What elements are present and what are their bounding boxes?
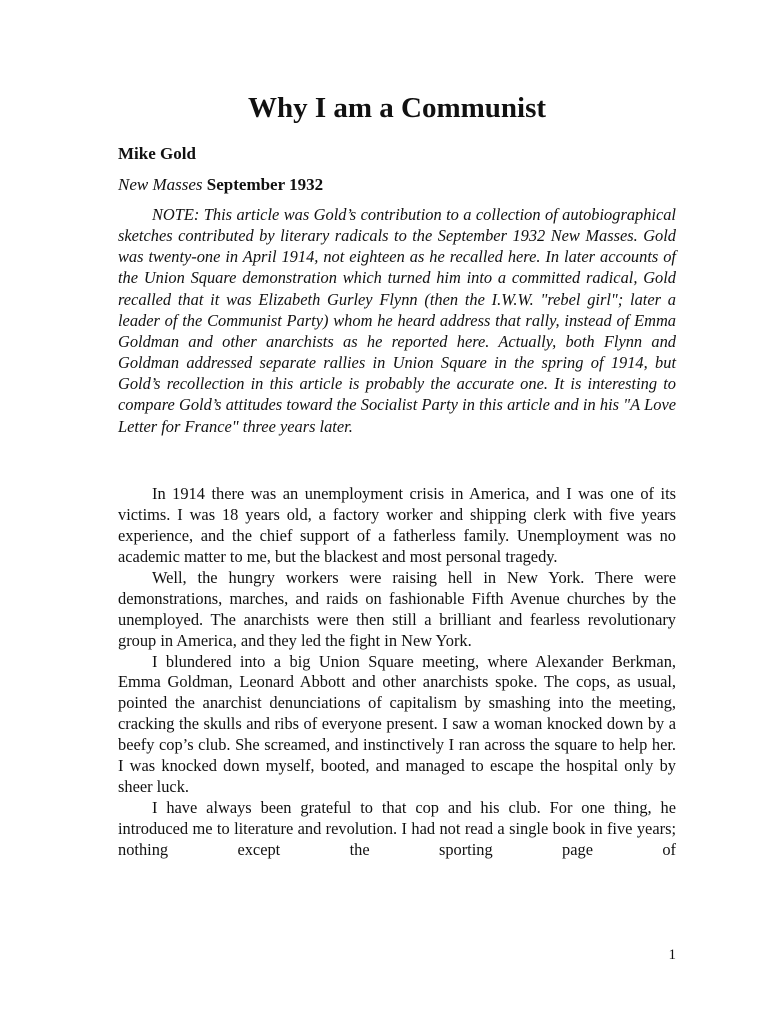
body-paragraph: I blundered into a big Union Square meeting, where Alexander Berkman, Emma Goldman, Leonard Abbott and other anarchists spoke. The cops, as usual, pointed the anarchist denunciations of capitalism by smashing into the meeting, cracking the skulls and ribs of everyone present. I saw a woman knocked down by a beefy cop’s club. She screamed, and instinctively I ran across the square to help her. I was knocked down myself, booted, and managed to escape the hospital only by sheer luck. (118, 651, 676, 797)
body-paragraph: In 1914 there was an unemployment crisis in America, and I was one of its victims. I was 18 years old, a factory worker and shipping clerk with five years experience, and the chief support of a fatherless family. Unemployment was no academic matter to me, but the blackest and most personal tragedy. (118, 484, 676, 566)
source-line (118, 174, 323, 196)
body-paragraph: Well, the hungry workers were raising hell in New York. There were demonstrations, marches, and raids on fashionable Fifth Avenue churches by the unemployed. The anarchists were then still a brilliant and fearless revolutionary group in America, and they led the fight in New York. (118, 567, 676, 650)
document-page (118, 0, 676, 1024)
document-title: Why I am a Communist (247, 92, 547, 124)
publication-name: New Masses (118, 175, 203, 194)
publication-date: September 1932 (206, 175, 324, 194)
body-paragraph: I have always been grateful to that cop and his club. For one thing, he introduced me to literature and revolution. I had not read a single book in five years; nothing except the sporting page of (118, 798, 676, 859)
article-body (118, 484, 676, 861)
author-name: Mike Gold (118, 144, 196, 163)
page-number: 1 (668, 947, 676, 963)
editorial-note: NOTE: This article was Gold’s contribution to a collection of autobiographical sketches contributed by literary radicals to the September 1932 New Masses. Gold was twenty-one in April 1914, not eighteen as he recalled here. In later accounts of the Union Square demonstration which turned him into a committed radical, Gold recalled that it was Elizabeth Gurley Flynn (then the I.W.W. "rebel girl"; later a leader of the Communist Party) whom he heard address that rally, instead of Emma Goldman and other anarchists as he reported here. Actually, both Flynn and Goldman addressed separate rallies in Union Square in the spring of 1914, but Gold’s recollection in this article is probably the accurate one. It is interesting to compare Gold’s attitudes toward the Socialist Party in this article and in his "A Love Letter for France" three years later. (118, 205, 676, 436)
